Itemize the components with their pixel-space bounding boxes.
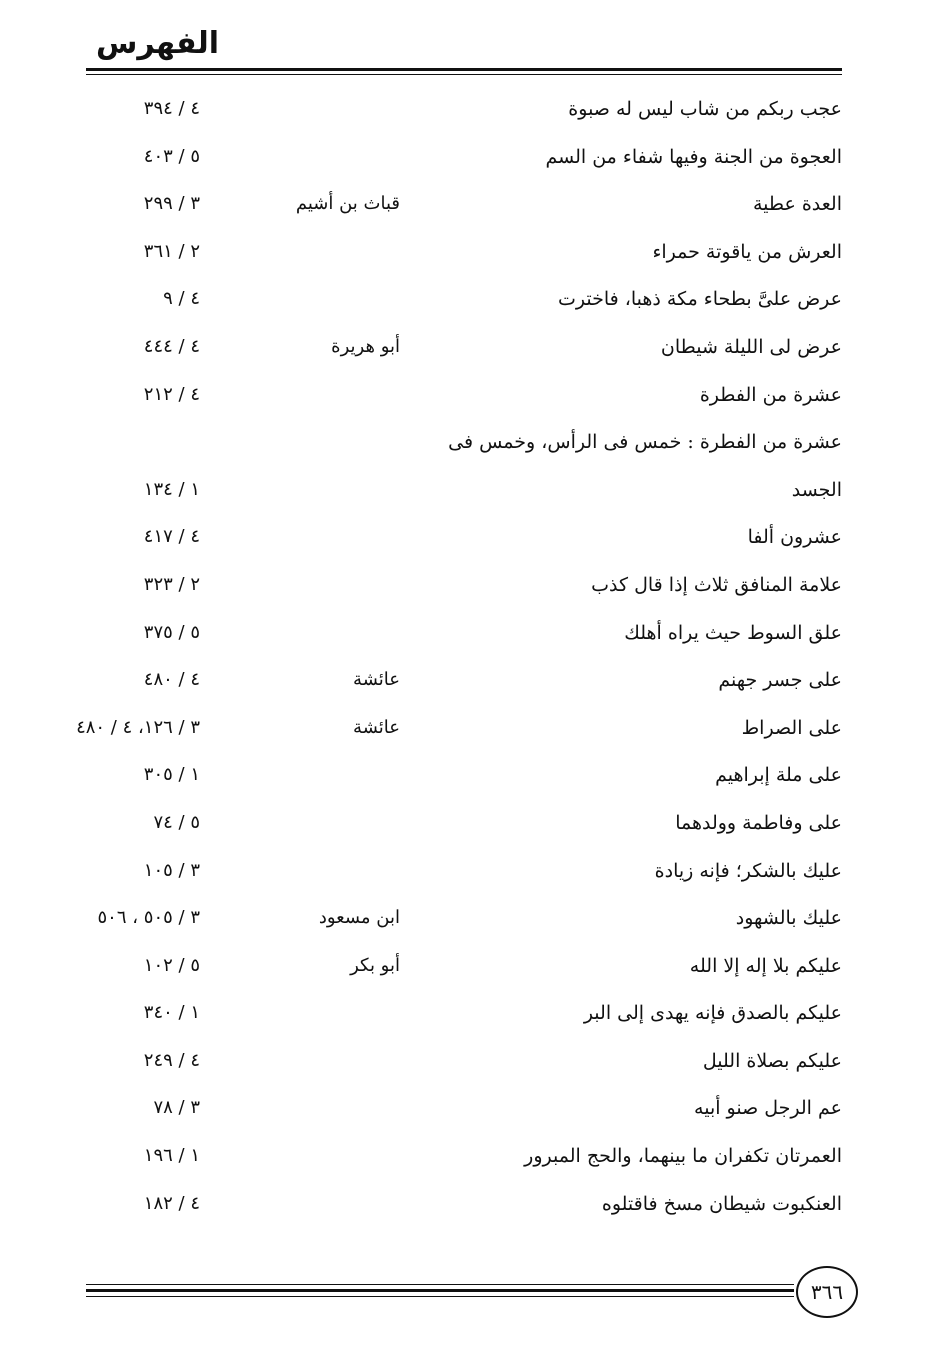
index-entry xyxy=(0,419,928,467)
hadith-text: الجسد xyxy=(791,478,842,501)
index-entry xyxy=(0,848,928,896)
hadith-text: العنكبوت شيطان مسخ فاقتلوه xyxy=(601,1192,842,1215)
volume-page-ref: ٤ / ٢٤٩ xyxy=(143,1049,200,1071)
hadith-text: عليكم بصلاة الليل xyxy=(702,1049,842,1072)
index-entry xyxy=(0,514,928,562)
hadith-text: العمرتان تكفران ما بينهما، والحج المبرور xyxy=(524,1145,842,1168)
index-entries xyxy=(0,86,928,1228)
volume-page-ref: ٥ / ١٠٢ xyxy=(143,954,200,976)
narrator-name: عائشة xyxy=(353,716,400,738)
hadith-text: على ملة إبراهيم xyxy=(715,764,842,787)
volume-page-ref: ٥ / ٤٠٣ xyxy=(143,145,200,167)
hadith-text: عشرة من الفطرة xyxy=(699,383,842,406)
index-entry xyxy=(0,134,928,182)
index-entry xyxy=(0,229,928,277)
volume-page-ref: ٤ / ٤٨٠ xyxy=(143,669,200,691)
narrator-name: أبو بكر xyxy=(350,954,400,976)
index-entry xyxy=(0,372,928,420)
volume-page-ref: ٥ / ٣٧٥ xyxy=(143,621,200,643)
index-entry xyxy=(0,1133,928,1181)
index-entry xyxy=(0,1181,928,1229)
index-entry xyxy=(0,800,928,848)
index-entry xyxy=(0,181,928,229)
index-entry xyxy=(0,990,928,1038)
hadith-text: علامة المنافق ثلاث إذا قال كذب xyxy=(591,573,842,596)
volume-page-ref: ٤ / ٩ xyxy=(163,288,200,310)
header-rule-thick xyxy=(86,68,842,71)
hadith-text: عجب ربكم من شاب ليس له صبوة xyxy=(568,98,842,120)
narrator-name: عائشة xyxy=(353,669,400,691)
hadith-text: عليك بالشكر؛ فإنه زيادة xyxy=(654,859,842,882)
hadith-text: العرش من ياقوتة حمراء xyxy=(652,240,842,263)
volume-page-ref: ٢ / ٣٦١ xyxy=(143,240,200,262)
hadith-text: عم الرجل صنو أبيه xyxy=(694,1097,842,1120)
hadith-text: علق السوط حيث يراه أهلك xyxy=(624,621,842,644)
hadith-text: عرض لى الليلة شيطان xyxy=(660,335,842,358)
hadith-text: على الصراط xyxy=(741,716,842,739)
hadith-text: عرض علىَّ بطحاء مكة ذهبا، فاخترت xyxy=(557,288,842,311)
volume-page-ref: ٣ / ٥٠٥ ، ٥٠٦ xyxy=(97,907,200,929)
volume-page-ref: ٤ / ٤٤٤ xyxy=(143,335,200,357)
volume-page-ref: ٤ / ١٨٢ xyxy=(143,1192,200,1214)
hadith-text: عشرون ألفا xyxy=(747,526,842,549)
footer-rule-thin xyxy=(86,1284,794,1285)
volume-page-ref: ١ / ٣٤٠ xyxy=(143,1002,200,1024)
index-entry xyxy=(0,752,928,800)
index-entry xyxy=(0,705,928,753)
volume-page-ref: ٣ / ١٢٦، ٤ / ٤٨٠ xyxy=(76,716,200,738)
volume-page-ref: ٣ / ٧٨ xyxy=(153,1097,200,1119)
narrator-name: قباث بن أشيم xyxy=(295,193,400,215)
index-entry xyxy=(0,610,928,658)
volume-page-ref: ١ / ١٩٦ xyxy=(143,1145,200,1167)
hadith-text: عليكم بالصدق فإنه يهدى إلى البر xyxy=(583,1002,842,1025)
volume-page-ref: ٤ / ٣٩٤ xyxy=(143,98,200,119)
index-entry xyxy=(0,467,928,515)
narrator-name: ابن مسعود xyxy=(318,907,400,929)
page-title: الفهرس xyxy=(96,26,220,61)
hadith-text: العجوة من الجنة وفيها شفاء من السم xyxy=(545,145,842,168)
hadith-text: العدة عطية xyxy=(752,193,842,216)
narrator-name: أبو هريرة xyxy=(331,335,400,357)
footer-rule-thin-lower xyxy=(86,1296,794,1297)
volume-page-ref: ٤ / ٤١٧ xyxy=(143,526,200,548)
index-entry xyxy=(0,324,928,372)
volume-page-ref: ٥ / ٧٤ xyxy=(153,811,200,833)
volume-page-ref: ٣ / ٢٩٩ xyxy=(143,193,200,215)
index-entry xyxy=(0,943,928,991)
page-number: ٣٦٦ xyxy=(796,1266,858,1318)
index-entry xyxy=(0,276,928,324)
header-rule-thin xyxy=(86,74,842,75)
volume-page-ref: ١ / ٣٠٥ xyxy=(143,764,200,786)
hadith-text: عليكم بلا إله إلا الله xyxy=(689,954,842,977)
volume-page-ref: ٤ / ٢١٢ xyxy=(143,383,200,405)
volume-page-ref: ٣ / ١٠٥ xyxy=(143,859,200,881)
index-entry xyxy=(0,657,928,705)
hadith-text: عليك بالشهود xyxy=(735,907,842,930)
hadith-text: على جسر جهنم xyxy=(718,669,842,692)
index-entry xyxy=(0,1038,928,1086)
footer-rule-thick xyxy=(86,1289,794,1292)
volume-page-ref: ١ / ١٣٤ xyxy=(143,478,200,500)
index-entry xyxy=(0,86,928,134)
index-entry xyxy=(0,895,928,943)
hadith-text: على وفاطمة وولدهما xyxy=(675,811,842,834)
index-entry xyxy=(0,562,928,610)
volume-page-ref: ٢ / ٣٢٣ xyxy=(143,573,200,595)
hadith-text: عشرة من الفطرة : خمس فى الرأس، وخمس فى xyxy=(448,431,842,454)
index-entry xyxy=(0,1085,928,1133)
